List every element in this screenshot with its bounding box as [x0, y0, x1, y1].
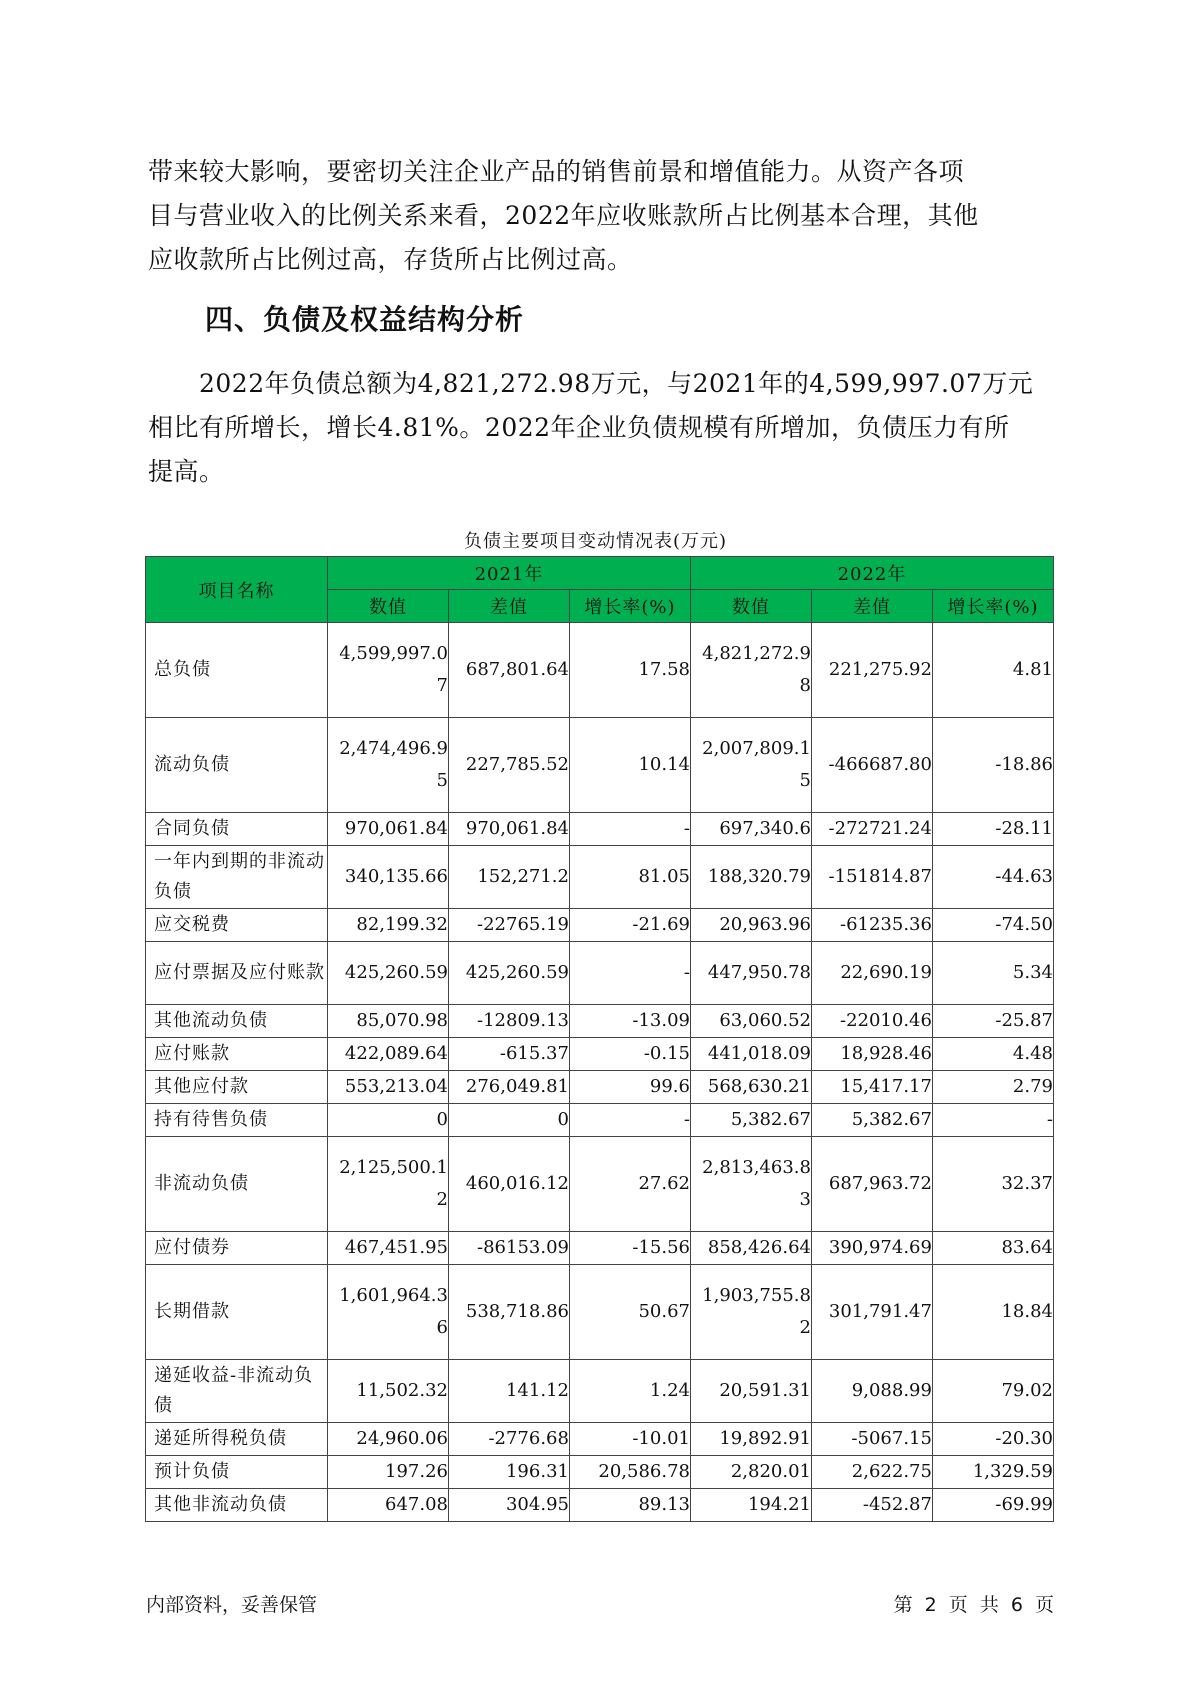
paragraph-line: 目与营业收入的比例关系来看，2022年应收账款所占比例基本合理，其他 [148, 201, 979, 230]
cell-value-2021: 553,213.04 [328, 1071, 449, 1104]
cell-rate-2022: -25.87 [932, 1005, 1053, 1038]
row-item-name: 持有待售负债 [146, 1104, 328, 1137]
header-item-name: 项目名称 [146, 557, 328, 623]
header-year-2022: 2022年 [690, 557, 1053, 590]
table-row [146, 1104, 1054, 1137]
table-row [146, 1071, 1054, 1104]
cell-diff-2021: -86153.09 [448, 1232, 569, 1265]
cell-value-2022: 20,591.31 [690, 1360, 811, 1423]
cell-diff-2021: 538,718.86 [448, 1265, 569, 1360]
cell-rate-2022: -20.30 [932, 1423, 1053, 1456]
cell-value-2021: 422,089.64 [328, 1038, 449, 1071]
cell-diff-2022: 390,974.69 [811, 1232, 932, 1265]
cell-rate-2021: - [569, 942, 690, 1005]
cell-rate-2022: -28.11 [932, 813, 1053, 846]
row-item-name: 其他应付款 [146, 1071, 328, 1104]
row-item-name: 预计负债 [146, 1456, 328, 1489]
section-heading: 四、负债及权益结构分析 [205, 303, 525, 336]
cell-value-2022: 441,018.09 [690, 1038, 811, 1071]
cell-rate-2022: -69.99 [932, 1489, 1053, 1522]
cell-value-2022: 2,007,809.15 [690, 718, 811, 813]
cell-value-2021: 340,135.66 [328, 846, 449, 909]
cell-diff-2022: -22010.46 [811, 1005, 932, 1038]
table-row [146, 718, 1054, 813]
cell-rate-2021: -21.69 [569, 909, 690, 942]
cell-rate-2022: -18.86 [932, 718, 1053, 813]
paragraph-line: 应收款所占比例过高，存货所占比例过高。 [148, 245, 633, 274]
cell-value-2022: 4,821,272.98 [690, 623, 811, 718]
cell-rate-2021: 17.58 [569, 623, 690, 718]
cell-diff-2022: -61235.36 [811, 909, 932, 942]
cell-value-2022: 1,903,755.82 [690, 1265, 811, 1360]
table-row [146, 1489, 1054, 1522]
cell-diff-2022: -272721.24 [811, 813, 932, 846]
table-row [146, 1360, 1054, 1423]
cell-value-2022: 447,950.78 [690, 942, 811, 1005]
cell-value-2022: 188,320.79 [690, 846, 811, 909]
table-row [146, 813, 1054, 846]
cell-rate-2021: -10.01 [569, 1423, 690, 1456]
table-row [146, 942, 1054, 1005]
cell-value-2022: 697,340.6 [690, 813, 811, 846]
cell-value-2022: 5,382.67 [690, 1104, 811, 1137]
table-row [146, 1456, 1054, 1489]
table-caption: 负债主要项目变动情况表(万元) [463, 531, 728, 552]
table-row [146, 1265, 1054, 1360]
paragraph-line: 相比有所增长，增长4.81%。2022年企业负债规模有所增加，负债压力有所 [148, 413, 1010, 442]
table-row [146, 1038, 1054, 1071]
footer-confidential-note: 内部资料，妥善保管 [146, 1594, 318, 1616]
cell-diff-2021: 196.31 [448, 1456, 569, 1489]
row-item-name: 合同负债 [146, 813, 328, 846]
cell-value-2021: 647.08 [328, 1489, 449, 1522]
cell-diff-2021: 460,016.12 [448, 1137, 569, 1232]
cell-value-2022: 568,630.21 [690, 1071, 811, 1104]
cell-value-2021: 197.26 [328, 1456, 449, 1489]
table-row [146, 846, 1054, 909]
paragraph-asset-analysis [148, 150, 1050, 282]
cell-value-2022: 858,426.64 [690, 1232, 811, 1265]
header-rate-2021: 增长率(%) [569, 590, 690, 623]
paragraph-line: 2022年负债总额为4,821,272.98万元，与2021年的4,599,997.07万元 [148, 369, 1034, 398]
cell-diff-2021: -12809.13 [448, 1005, 569, 1038]
cell-value-2021: 2,474,496.95 [328, 718, 449, 813]
cell-value-2022: 2,820.01 [690, 1456, 811, 1489]
paragraph-line: 带来较大影响，要密切关注企业产品的销售前景和增值能力。从资产各项 [148, 157, 965, 186]
cell-rate-2022: 5.34 [932, 942, 1053, 1005]
header-year-2021: 2021年 [328, 557, 691, 590]
cell-value-2021: 82,199.32 [328, 909, 449, 942]
table-row [146, 1005, 1054, 1038]
cell-rate-2021: -0.15 [569, 1038, 690, 1071]
cell-value-2021: 425,260.59 [328, 942, 449, 1005]
cell-diff-2021: -2776.68 [448, 1423, 569, 1456]
cell-rate-2021: - [569, 813, 690, 846]
cell-value-2021: 0 [328, 1104, 449, 1137]
cell-diff-2022: 15,417.17 [811, 1071, 932, 1104]
header-rate-2022: 增长率(%) [932, 590, 1053, 623]
row-item-name: 递延收益-非流动负债 [146, 1360, 328, 1423]
cell-value-2021: 2,125,500.12 [328, 1137, 449, 1232]
cell-rate-2021: 50.67 [569, 1265, 690, 1360]
table-row [146, 1137, 1054, 1232]
cell-value-2021: 970,061.84 [328, 813, 449, 846]
cell-diff-2021: -22765.19 [448, 909, 569, 942]
cell-value-2022: 2,813,463.83 [690, 1137, 811, 1232]
row-item-name: 一年内到期的非流动负债 [146, 846, 328, 909]
cell-diff-2021: 141.12 [448, 1360, 569, 1423]
row-item-name: 应付账款 [146, 1038, 328, 1071]
cell-diff-2021: 687,801.64 [448, 623, 569, 718]
cell-rate-2022: 2.79 [932, 1071, 1053, 1104]
cell-value-2021: 11,502.32 [328, 1360, 449, 1423]
cell-diff-2022: 18,928.46 [811, 1038, 932, 1071]
cell-value-2021: 24,960.06 [328, 1423, 449, 1456]
liability-change-table [145, 556, 1054, 1522]
cell-rate-2021: 89.13 [569, 1489, 690, 1522]
row-item-name: 递延所得税负债 [146, 1423, 328, 1456]
cell-rate-2021: - [569, 1104, 690, 1137]
cell-diff-2022: 9,088.99 [811, 1360, 932, 1423]
row-item-name: 流动负债 [146, 718, 328, 813]
cell-rate-2022: 83.64 [932, 1232, 1053, 1265]
cell-diff-2021: 970,061.84 [448, 813, 569, 846]
header-value-2022: 数值 [690, 590, 811, 623]
cell-rate-2022: 18.84 [932, 1265, 1053, 1360]
paragraph-line: 提高。 [148, 457, 225, 486]
cell-value-2021: 1,601,964.36 [328, 1265, 449, 1360]
cell-diff-2022: -466687.80 [811, 718, 932, 813]
cell-diff-2021: 152,271.2 [448, 846, 569, 909]
table-body [146, 623, 1054, 1522]
cell-diff-2021: 425,260.59 [448, 942, 569, 1005]
row-item-name: 应付债券 [146, 1232, 328, 1265]
cell-rate-2021: -13.09 [569, 1005, 690, 1038]
cell-value-2021: 4,599,997.07 [328, 623, 449, 718]
paragraph-liability-summary [148, 362, 1050, 494]
row-item-name: 其他流动负债 [146, 1005, 328, 1038]
cell-diff-2022: -452.87 [811, 1489, 932, 1522]
table-row [146, 1423, 1054, 1456]
cell-rate-2022: 1,329.59 [932, 1456, 1053, 1489]
cell-value-2021: 85,070.98 [328, 1005, 449, 1038]
row-item-name: 其他非流动负债 [146, 1489, 328, 1522]
cell-value-2021: 467,451.95 [328, 1232, 449, 1265]
cell-rate-2022: 4.81 [932, 623, 1053, 718]
cell-diff-2022: 22,690.19 [811, 942, 932, 1005]
cell-value-2022: 19,892.91 [690, 1423, 811, 1456]
row-item-name: 非流动负债 [146, 1137, 328, 1232]
cell-diff-2022: 5,382.67 [811, 1104, 932, 1137]
cell-diff-2022: 301,791.47 [811, 1265, 932, 1360]
cell-rate-2021: 27.62 [569, 1137, 690, 1232]
cell-rate-2022: -44.63 [932, 846, 1053, 909]
table-row [146, 1232, 1054, 1265]
cell-diff-2021: 227,785.52 [448, 718, 569, 813]
footer-page-number: 第 2 页 共 6 页 [893, 1594, 1054, 1616]
cell-rate-2022: 4.48 [932, 1038, 1053, 1071]
cell-diff-2022: -5067.15 [811, 1423, 932, 1456]
header-diff-2022: 差值 [811, 590, 932, 623]
cell-rate-2022: 79.02 [932, 1360, 1053, 1423]
cell-diff-2022: 2,622.75 [811, 1456, 932, 1489]
cell-rate-2021: -15.56 [569, 1232, 690, 1265]
row-item-name: 应付票据及应付账款 [146, 942, 328, 1005]
table-row [146, 909, 1054, 942]
cell-value-2022: 20,963.96 [690, 909, 811, 942]
header-value-2021: 数值 [328, 590, 449, 623]
cell-diff-2022: 687,963.72 [811, 1137, 932, 1232]
row-item-name: 应交税费 [146, 909, 328, 942]
cell-diff-2021: 0 [448, 1104, 569, 1137]
cell-value-2022: 63,060.52 [690, 1005, 811, 1038]
cell-diff-2021: -615.37 [448, 1038, 569, 1071]
header-diff-2021: 差值 [448, 590, 569, 623]
cell-rate-2022: -74.50 [932, 909, 1053, 942]
cell-rate-2021: 10.14 [569, 718, 690, 813]
row-item-name: 长期借款 [146, 1265, 328, 1360]
cell-rate-2021: 81.05 [569, 846, 690, 909]
cell-rate-2021: 99.6 [569, 1071, 690, 1104]
cell-rate-2022: 32.37 [932, 1137, 1053, 1232]
cell-value-2022: 194.21 [690, 1489, 811, 1522]
cell-diff-2021: 276,049.81 [448, 1071, 569, 1104]
cell-rate-2021: 20,586.78 [569, 1456, 690, 1489]
cell-diff-2022: -151814.87 [811, 846, 932, 909]
cell-rate-2021: 1.24 [569, 1360, 690, 1423]
cell-diff-2021: 304.95 [448, 1489, 569, 1522]
table-row [146, 623, 1054, 718]
cell-diff-2022: 221,275.92 [811, 623, 932, 718]
cell-rate-2022: - [932, 1104, 1053, 1137]
row-item-name: 总负债 [146, 623, 328, 718]
